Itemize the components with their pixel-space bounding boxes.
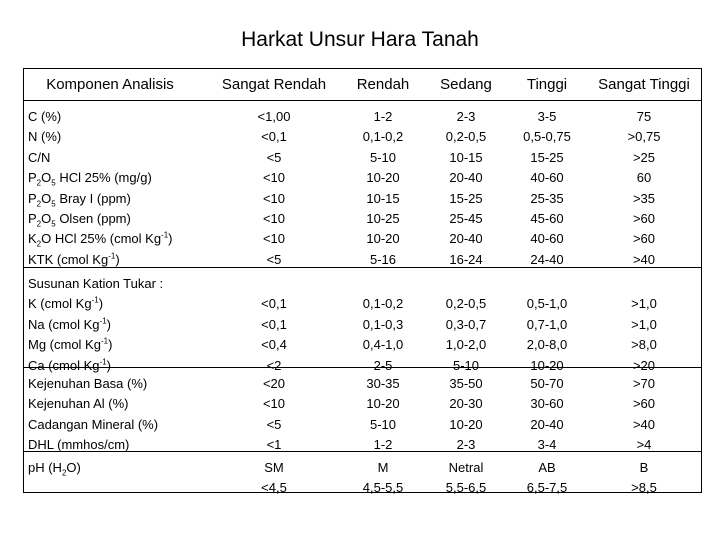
table-cell: 60: [636, 170, 652, 186]
table-cell: B: [639, 460, 649, 475]
table-cell: 10-20: [366, 170, 400, 186]
table-cell: 75: [636, 109, 652, 124]
table-cell: <0,1: [261, 129, 287, 145]
table-cell: 15-25: [530, 149, 564, 165]
row-label: N (%): [28, 129, 62, 145]
table-cell: <4,5: [261, 480, 287, 496]
table-cell: 5-10: [369, 416, 397, 432]
page-title: Harkat Unsur Hara Tanah: [241, 28, 479, 51]
table-cell: 24-40: [530, 251, 564, 267]
table-cell: AB: [538, 460, 556, 475]
table-cell: 0,7-1,0: [526, 316, 568, 332]
table-cell: 10-20: [366, 396, 400, 412]
row-label: $P_2O_5$ Olsen (ppm): [28, 211, 131, 229]
row-label: Kejenuhan Basa (%): [28, 376, 148, 391]
table-cell: 0,1-0,2: [362, 129, 404, 145]
table-cell: Netral: [448, 460, 484, 475]
nutrient-table: [23, 68, 702, 496]
row-label: Ca (cmol $Kg^{-1}$): [28, 357, 111, 373]
section-heading: Susunan Kation Tukar :: [28, 276, 164, 291]
table-cell: 20-30: [449, 396, 483, 412]
table-cell: 10-20: [449, 416, 483, 432]
table-cell: <10: [262, 211, 286, 226]
table-cell: <10: [262, 396, 286, 412]
table-cell: 5-16: [369, 251, 397, 267]
table-section: [24, 268, 701, 373]
table-cell: <10: [262, 190, 286, 206]
table-cell: 0,1-0,3: [362, 316, 404, 332]
table-cell: 2-5: [373, 357, 393, 373]
table-cell: <1: [266, 437, 282, 453]
table-cell: >1,0: [631, 296, 657, 312]
table-cell: 40-60: [530, 231, 564, 247]
table-cell: >1,0: [631, 316, 657, 332]
header-tinggi: Tinggi: [526, 76, 568, 93]
row-label: C/N: [28, 149, 51, 165]
table-section: [24, 101, 701, 268]
table-cell: 15-25: [449, 190, 483, 206]
table-cell: 0,2-0,5: [445, 296, 487, 312]
table-cell: 3-4: [537, 437, 557, 453]
table-header-row: [24, 69, 701, 101]
table-cell: >70: [632, 376, 656, 391]
row-label: Cadangan Mineral (%): [28, 416, 159, 432]
table-cell: >20: [632, 357, 656, 373]
table-cell: 0,3-0,7: [445, 316, 487, 332]
table-cell: 10-20: [366, 231, 400, 247]
table-cell: 30-60: [530, 396, 564, 412]
table-cell: 25-35: [530, 190, 564, 206]
table-cell: <0,1: [261, 316, 287, 332]
table-cell: 50-70: [530, 376, 564, 391]
row-label: DHL (mmhos/cm): [28, 437, 130, 453]
header-sangat-rendah: Sangat Rendah: [221, 76, 327, 93]
row-label: KTK (cmol $Kg^{-1}$): [28, 251, 120, 267]
table-cell: 0,5-0,75: [523, 129, 571, 145]
row-label: K (cmol $Kg^{-1}$): [28, 296, 104, 312]
table-cell: 35-50: [449, 376, 483, 391]
table-cell: <0,4: [261, 337, 287, 353]
table-section: [24, 452, 701, 496]
table-cell: 0,4-1,0: [362, 337, 404, 353]
table-cell: 10-15: [366, 190, 400, 206]
table-cell: <1,00: [257, 109, 291, 124]
row-label: C (%): [28, 109, 62, 124]
table-cell: <10: [262, 170, 286, 186]
table-cell: <10: [262, 231, 286, 247]
row-label: Kejenuhan Al (%): [28, 396, 129, 412]
table-cell: 0,5-1,0: [526, 296, 568, 312]
header-sangat-tinggi: Sangat Tinggi: [598, 76, 690, 93]
table-cell: 5-10: [452, 357, 480, 373]
table-cell: <5: [266, 149, 282, 165]
table-cell: 2-3: [456, 437, 476, 453]
table-cell: <20: [262, 376, 286, 391]
table-cell: >60: [632, 396, 656, 412]
table-cell: 20-40: [449, 231, 483, 247]
row-label: $P_2O_5$ HCl 25% (mg/g): [28, 170, 152, 188]
table-cell: 10-20: [530, 357, 564, 373]
table-cell: 20-40: [449, 170, 483, 186]
table-cell: 30-35: [366, 376, 400, 391]
row-label: Na (cmol $Kg^{-1}$): [28, 316, 111, 332]
table-cell: >60: [632, 231, 656, 247]
row-label: $P_2O_5$ Bray I (ppm): [28, 190, 131, 209]
table-cell: >4: [636, 437, 652, 453]
header-komponen: Komponen Analisis: [46, 76, 174, 93]
table-cell: >40: [632, 251, 656, 267]
table-cell: 6,5-7,5: [526, 480, 568, 496]
table-cell: 0,1-0,2: [362, 296, 404, 312]
header-rendah: Rendah: [356, 76, 410, 93]
table-cell: 5-10: [369, 149, 397, 165]
table-cell: 1-2: [373, 109, 393, 124]
table-cell: 16-24: [449, 251, 483, 267]
header-sedang: Sedang: [440, 76, 492, 93]
table-cell: >8,0: [631, 337, 657, 353]
table-cell: 40-60: [530, 170, 564, 186]
table-cell: 1-2: [373, 437, 393, 453]
table-cell: 4,5-5,5: [362, 480, 404, 496]
table-cell: 25-45: [449, 211, 483, 226]
table-cell: 3-5: [537, 109, 557, 124]
table-cell: 10-25: [366, 211, 400, 226]
table-cell: >8,5: [631, 480, 657, 496]
table-cell: >0,75: [627, 129, 661, 145]
table-cell: 2-3: [456, 109, 476, 124]
table-cell: 0,2-0,5: [445, 129, 487, 145]
table-cell: <5: [266, 251, 282, 267]
table-cell: <5: [266, 416, 282, 432]
table-cell: 20-40: [530, 416, 564, 432]
table-section: [24, 368, 701, 452]
table-cell: 10-15: [449, 149, 483, 165]
table-cell: >60: [632, 211, 656, 226]
row-label: Mg (cmol $Kg^{-1}$): [28, 336, 113, 353]
table-cell: 1,0-2,0: [445, 337, 487, 353]
table-cell: M: [377, 460, 389, 475]
table-cell: 5,5-6,5: [445, 480, 487, 496]
table-cell: <0,1: [261, 296, 287, 312]
row-label: $K_2O$ HCl 25% (cmol $Kg^{-1}$): [28, 231, 173, 249]
table-cell: SM: [264, 460, 284, 475]
table-cell: >25: [632, 149, 656, 165]
table-cell: >35: [632, 190, 656, 206]
table-cell: 2,0-8,0: [526, 337, 568, 353]
table-cell: 45-60: [530, 211, 564, 226]
table-cell: >40: [632, 416, 656, 432]
table-cell: <2: [266, 357, 282, 373]
row-label: pH $(H_2O)$: [28, 460, 81, 478]
